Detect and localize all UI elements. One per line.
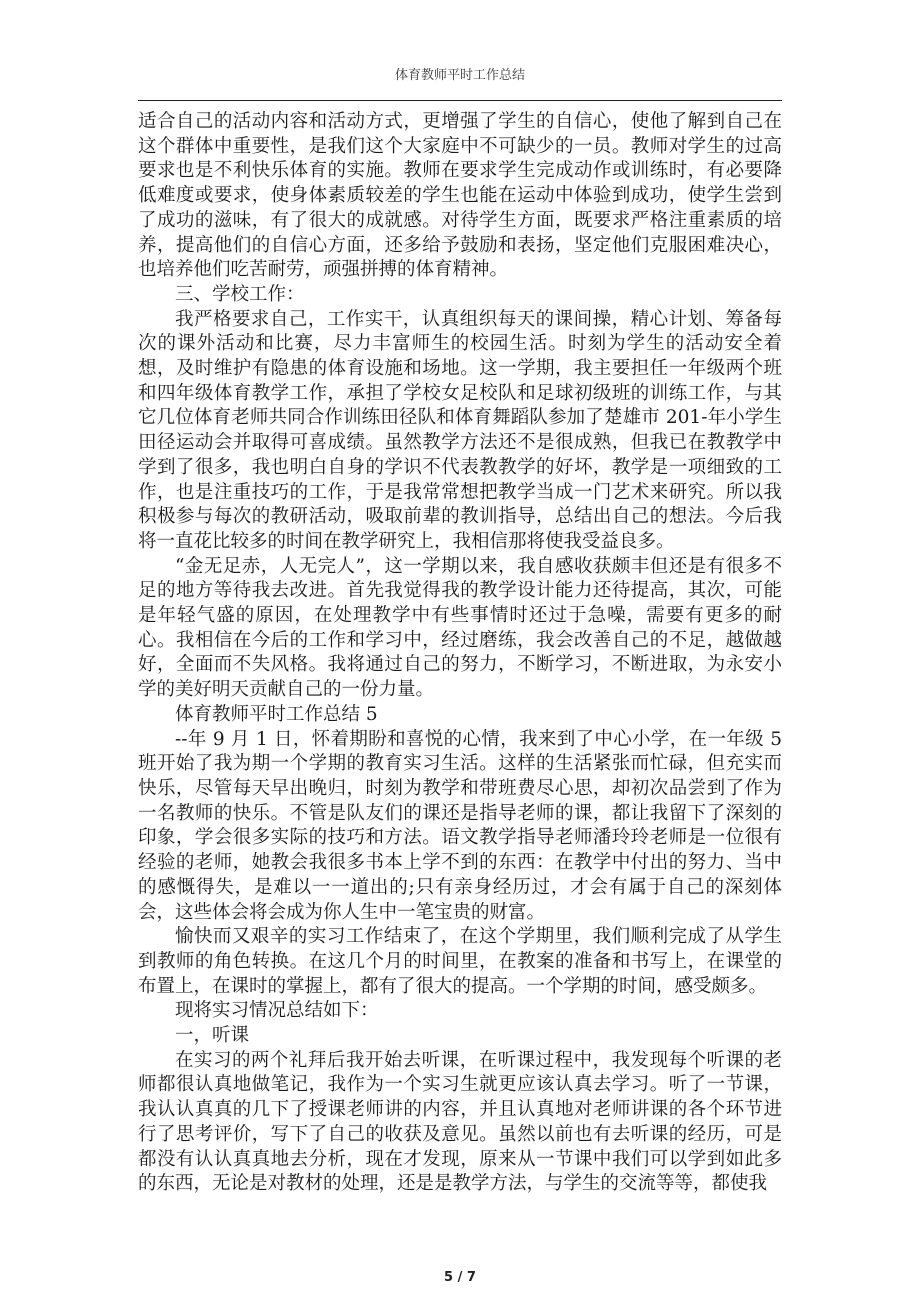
section-heading-summary-5: 体育教师平时工作总结 5 xyxy=(175,703,378,725)
page-number: 5 / 7 xyxy=(444,1270,476,1285)
document-body xyxy=(138,110,782,1197)
section-heading-listening: 一，听课 xyxy=(175,1025,250,1047)
page-header-title: 体育教师平时工作总结 xyxy=(394,68,525,83)
paragraph-listening: 在实习的两个礼拜后我开始去听课，在听课过程中，我发现每个听课的老师都很认真地做笔记，我作为一个实习生就更应该认真去学习。听了一节课，我认认真真的几下了授课老师讲的内容，并且认真地对老师讲课的各个环节进行了思考评价，写下了自己的收获及意见。虽然以前也有去听课的经历，可是都没有认认真真地去分析，现在才发现，原来从一节课中我们可以学到如此多的东西，无论是对教材的处理，还是是教学方法，与学生的交流等等，都使我 xyxy=(138,1049,782,1195)
paragraph-internship-end: 愉快而又艰辛的实习工作结束了，在这个学期里，我们顺利完成了从学生到教师的角色转换。在这几个月的时间里，在教案的准备和书写上，在课堂的布置上，在课时的掌握上，都有了很大的提高。一个学期的时间，感受颇多。 xyxy=(138,926,782,997)
paragraph-summary-lead: 现将实习情况总结如下： xyxy=(175,1000,379,1022)
paragraph-continuation: 适合自己的活动内容和活动方式，更增强了学生的自信心，使他了解到自己在这个群体中重要性，是我们这个大家庭中不可缺少的一员。教师对学生的过高要求也是不利快乐体育的实施。教师在要求学生完成动作或训练时，有必要降低难度或要求，使身体素质较差的学生也能在运动中体验到成功，使学生尝到了成功的滋味，有了很大的成就感。对待学生方面，既要求严格注重素质的培养，提高他们的自信心方面，还多给予鼓励和表扬，坚定他们克服困难决心，也培养他们吃苦耐劳，顽强拼搏的体育精神。 xyxy=(138,111,782,281)
paragraph-reflection: “金无足赤，人无完人”，这一学期以来，我自感收获颇丰但还是有很多不足的地方等待我去改进。首先我觉得我的教学设计能力还待提高，其次，可能是年轻气盛的原因，在处理教学中有些事情时还过于急噪，需要有更多的耐心。我相信在今后的工作和学习中，经过磨练，我会改善自己的不足，越做越好，全面而不失风格。我将通过自己的努力，不断学习，不断进取，为永安小学的美好明天贡献自己的一份力量。 xyxy=(138,555,782,701)
paragraph-school-work: 我严格要求自己，工作实干，认真组织每天的课间操，精心计划、筹备每次的课外活动和比赛，尽力丰富师生的校园生活。时刻为学生的活动安全着想，及时维护有隐患的体育设施和场地。这一学期，我主要担任一年级两个班和四年级体育教学工作，承担了学校女足校队和足球初级班的训练工作，与其它几位体育老师共同合作训练田径队和体育舞蹈队参加了楚雄市 201-年小学生田径运动会并取得可喜成绩。虽然教学方法还不是很成熟，但我已在教教学中学到了很多，我也明白自身的学识不代表教教学的好坏，教学是一项细致的工作，也是注重技巧的工作，于是我常常想把教学当成一门艺术来研究。所以我积极参与每次的教研活动，吸取前辈的教训指导，总结出自己的想法。今后我将一直花比较多的时间在教学研究上，我相信那将使我受益良多。 xyxy=(138,308,782,552)
paragraph-internship-intro: --年 9 月 1 日，怀着期盼和喜悦的心情，我来到了中心小学，在一年级 5 班开始了我为期一个学期的教育实习生活。这样的生活紧张而忙碌，但充实而快乐，尽管每天早出晚归，时刻为教学和带班费尽心思，却初次品尝到了作为一名教师的快乐。不管是队友们的课还是指导老师的课，都让我留下了深刻的印象，学会很多实际的技巧和方法。语文教学指导老师潘玲玲老师是一位很有经验的老师，她教会我很多书本上学不到的东西：在教学中付出的努力、当中的感慨得失，是难以一一道出的;只有亲身经历过，才会有属于自己的深刻体会，这些体会将会成为你人生中一笔宝贵的财富。 xyxy=(138,728,782,923)
section-heading-school-work: 三、学校工作： xyxy=(175,283,305,305)
header-divider xyxy=(138,100,782,101)
